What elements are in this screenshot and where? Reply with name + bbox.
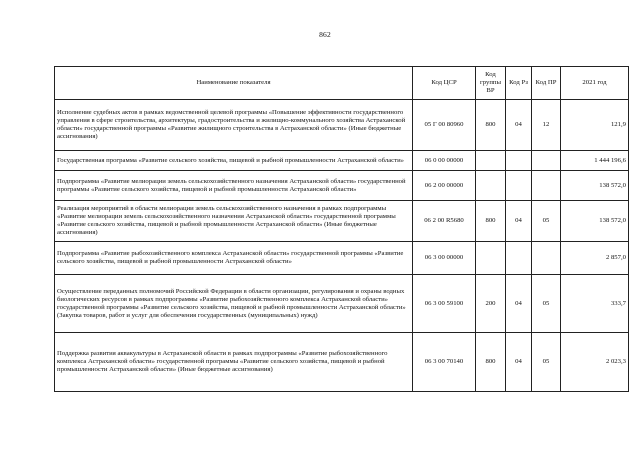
row-name: Исполнение судебных актов в рамках ведомственной целевой программы «Повышение эффективности государственного управления в сфере строительства, архитектуры, градостроительства и жилищно-коммунального хозяйства Астраханской области» государственной программы «Развитие жилищного строительства в Астраханской области» (Иные бюджетные ассигнования) <box>55 100 413 151</box>
row-pr: 05 <box>532 333 561 392</box>
table-row <box>55 242 629 275</box>
header-csr: Код ЦСР <box>413 67 476 100</box>
row-pr: 12 <box>532 100 561 151</box>
page-number: 862 <box>319 30 331 39</box>
row-amount: 2 023,3 <box>561 333 629 392</box>
row-amount: 121,9 <box>561 100 629 151</box>
table-row <box>55 100 629 151</box>
row-rz: 04 <box>506 275 532 333</box>
row-pr <box>532 151 561 171</box>
row-name: Осуществление переданных полномочий Российской Федерации в области организации, регулирования и охраны водных биологических ресурсов в рамках подпрограммы «Развитие рыбохозяйственного комплекса Астраханской области» государственной программы «Развитие сельского хозяйства, пищевой и рыбной промышленности Астраханской области» (Закупка товаров, работ и услуг для обеспечения государственных (муниципальных) нужд) <box>55 275 413 333</box>
header-year: 2021 год <box>561 67 629 100</box>
table-row <box>55 275 629 333</box>
row-rz: 04 <box>506 201 532 242</box>
row-rz <box>506 151 532 171</box>
row-rz: 04 <box>506 333 532 392</box>
row-csr: 06 2 00 00000 <box>413 171 476 201</box>
row-rz: 04 <box>506 100 532 151</box>
row-pr: 05 <box>532 275 561 333</box>
header-rz: Код Рз <box>506 67 532 100</box>
table-header-row <box>55 67 629 100</box>
table-row <box>55 333 629 392</box>
table-row <box>55 201 629 242</box>
row-vr: 800 <box>476 100 506 151</box>
row-amount: 2 857,0 <box>561 242 629 275</box>
row-csr: 06 0 00 00000 <box>413 151 476 171</box>
row-name: Реализация мероприятий в области мелиорации земель сельскохозяйственного назначения в рамках подпрограммы «Развитие мелиорации земель сельскохозяйственного назначения Астраханской области» государственной программы «Развитие сельского хозяйства, пищевой и рыбной промышленности Астраханской области» (Иные бюджетные ассигнования) <box>55 201 413 242</box>
row-csr: 06 3 00 59100 <box>413 275 476 333</box>
row-vr <box>476 242 506 275</box>
row-vr: 800 <box>476 333 506 392</box>
row-vr: 800 <box>476 201 506 242</box>
row-amount: 333,7 <box>561 275 629 333</box>
row-csr: 06 3 00 70140 <box>413 333 476 392</box>
row-vr: 200 <box>476 275 506 333</box>
table-row <box>55 151 629 171</box>
row-pr <box>532 242 561 275</box>
row-name: Государственная программа «Развитие сельского хозяйства, пищевой и рыбной промышленности Астраханской области» <box>55 151 413 171</box>
row-pr: 05 <box>532 201 561 242</box>
row-pr <box>532 171 561 201</box>
row-csr: 06 2 00 R5680 <box>413 201 476 242</box>
row-csr: 05 Г 00 80960 <box>413 100 476 151</box>
row-name: Подпрограмма «Развитие мелиорации земель сельскохозяйственного назначения Астраханской области» государственной программы «Развитие сельского хозяйства, пищевой и рыбной промышленности Астраханской области» <box>55 171 413 201</box>
row-rz <box>506 171 532 201</box>
budget-table <box>54 66 629 392</box>
header-pr: Код ПР <box>532 67 561 100</box>
row-csr: 06 3 00 00000 <box>413 242 476 275</box>
header-name: Наименование показателя <box>55 67 413 100</box>
row-name: Поддержка развития аквакультуры в Астраханской области в рамках подпрограммы «Развитие рыбохозяйственного комплекса Астраханской области» государственной программы «Развитие сельского хозяйства, пищевой и рыбной промышленности Астраханской области» (Иные бюджетные ассигнования) <box>55 333 413 392</box>
row-vr <box>476 171 506 201</box>
table-row <box>55 171 629 201</box>
row-amount: 1 444 196,6 <box>561 151 629 171</box>
row-amount: 138 572,0 <box>561 201 629 242</box>
row-amount: 138 572,0 <box>561 171 629 201</box>
header-vr: Код группы ВР <box>476 67 506 100</box>
row-name: Подпрограмма «Развитие рыбохозяйственного комплекса Астраханской области» государственной программы «Развитие сельского хозяйства, пищевой и рыбной промышленности Астраханской области» <box>55 242 413 275</box>
row-vr <box>476 151 506 171</box>
row-rz <box>506 242 532 275</box>
